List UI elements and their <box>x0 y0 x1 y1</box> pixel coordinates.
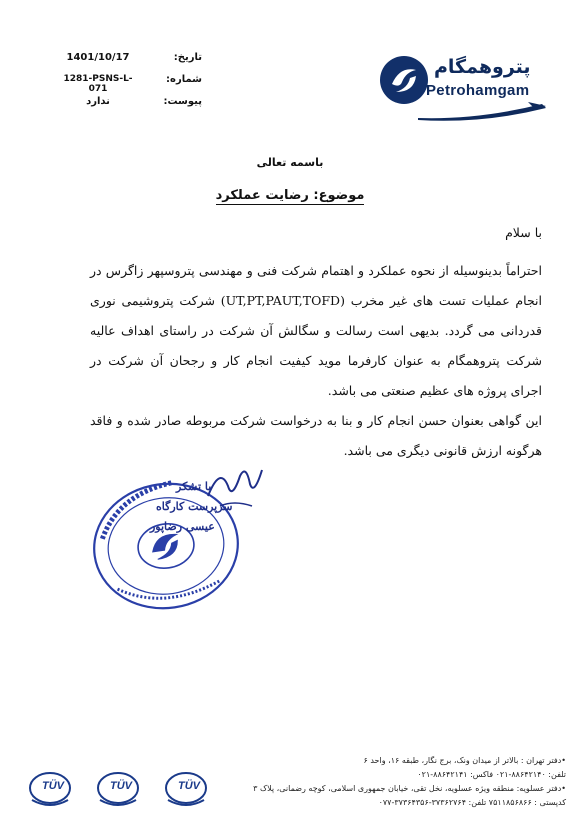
closing-thanks: با تشکر <box>176 480 212 493</box>
asaluyeh-office-address: •دفتر عسلویه: منطقه ویژه عسلویه، نخل تقی، خیابان جمهوری اسلامی، کوچه رضمانی، پلاک ۳ <box>253 784 566 793</box>
tuv-label-1: TÜV <box>42 780 64 792</box>
letter-body <box>90 256 542 466</box>
tuv-cert-logo-2 <box>96 770 140 810</box>
tuv-label-2: TÜV <box>110 780 132 792</box>
asaluyeh-office-phone: کدپستی : ۷۵۱۱۸۵۶۸۶۶ تلفن: ۳۷۳۶۲۷۶۴-۳۷۳۶۴۳۵۶-۰۷۷ <box>378 798 566 807</box>
tehran-office-phone: تلفن: ۸۸۶۴۲۱۴۰-۰۲۱ فاکس: ۸۸۶۴۲۱۴۱-۰۲۱ <box>417 770 566 779</box>
attachment-label: پیوست: <box>163 96 202 107</box>
company-logo <box>378 52 548 124</box>
handwritten-signature <box>200 456 270 516</box>
paragraph-1: احتراماً بدینوسیله از نحوه عملکرد و اهتمام شرکت فنی و مهندسی پتروسپهر زاگرس در انجام عملیات تست های غیر مخرب (UT,PT,PAUT,TOFD) شرکت پتروشیمی نوری قدردانی می گردد. بدیهی است رسالت و سگالش آن شرکت در راستای اهداف عالیه شرکت پتروهمگام به عنوان کارفرما موید کیفیت انجام کار و رجحان آن شرکت در اجرای پروژه های عظیم صنعتی می باشد. <box>90 263 542 398</box>
tuv-label-3: TÜV <box>178 780 200 792</box>
attachment-value: ندارد <box>86 96 110 107</box>
signatory-name: عیسی رضاپور <box>150 520 215 533</box>
greeting: با سلام <box>505 225 542 240</box>
number-label: شماره: <box>166 74 202 85</box>
logo-swoosh-icon <box>418 100 548 122</box>
letter-meta <box>52 52 202 112</box>
tuv-cert-logo-3 <box>164 770 208 810</box>
subject-text: موضوع: رضایت عملکرد <box>215 188 365 203</box>
date-label: تاریخ: <box>173 52 202 63</box>
invocation: باسمه تعالی <box>256 156 324 169</box>
subject-line <box>0 188 580 203</box>
number-value: 1281-PSNS-L-071 <box>63 74 133 94</box>
date-value: 1401/10/17 <box>66 52 130 63</box>
tuv-cert-logo-1 <box>28 770 72 810</box>
signatory-title: سرپرست کارگاه <box>156 500 233 513</box>
tehran-office-address: •دفتر تهران : بالاتر از میدان ونک، برج نگار، طبقه ۱۶، واحد ۶ <box>363 756 566 765</box>
logo-name-fa: پتروهمگام <box>434 56 531 78</box>
paragraph-2: این گواهی بعنوان حسن انجام کار و بنا به درخواست شرکت مربوطه صادر شده و فاقد هرگونه ارزش قانونی دیگری می باشد. <box>90 413 542 458</box>
logo-name-en: Petrohamgam <box>426 82 530 99</box>
logo-emblem-icon <box>378 54 430 106</box>
